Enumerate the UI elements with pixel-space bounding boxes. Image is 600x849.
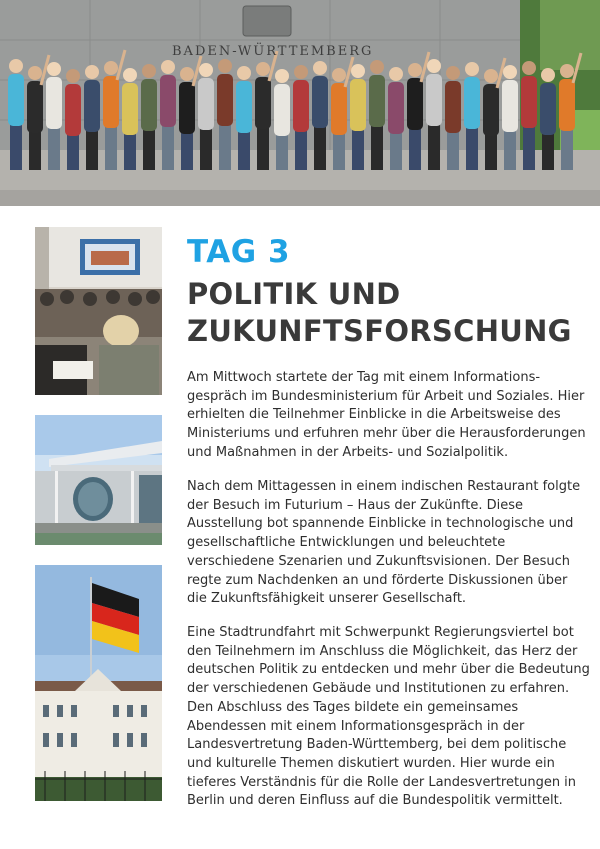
text-line: der verschiedenen Gebäude und Institutionen zu erfahren. — [187, 681, 570, 697]
text-line: erhielten die Teilnehmer Einblicke in die Arbeitsweise des — [187, 407, 561, 423]
text-line: tieferes Verständnis für die Rolle der Landesvertretungen in — [187, 774, 577, 790]
text-line: Den Abschluss des Tages bildete ein gemeinsames — [187, 699, 519, 715]
text-line: gespräch im Bundesministerium für Arbeit und Soziales. Hier — [187, 388, 585, 404]
text-line: Ministeriums und erfuhren mehr über die Herausforderungen — [187, 426, 586, 442]
text-line: und Maßnahmen in der Arbeits- und Sozialpolitik. — [187, 444, 509, 460]
text-line: Am Mittwoch startete der Tag mit einem Informations- — [187, 370, 541, 385]
paragraph-city-tour — [187, 624, 590, 811]
wall-inscription: BADEN-WÜRTTEMBERG — [172, 44, 374, 59]
text-line: die Zukunftsfähigkeit unserer Gesellschaft. — [187, 591, 467, 607]
text-line: der Besuch im Futurium – Haus der Zukünfte. Diese — [187, 497, 524, 513]
page-title — [187, 276, 587, 350]
day-label: TAG 3 — [187, 234, 291, 270]
paragraph-futurium — [187, 478, 581, 609]
group-photo — [0, 0, 600, 206]
page-title-line: POLITIK UND — [187, 277, 401, 311]
text-line: gesellschaftliche Entwicklungen und beleuchtete — [187, 535, 506, 551]
page-title-line: ZUKUNFTSFORSCHUNG — [187, 314, 572, 348]
text-line: und kulturelle Themen diskutiert wurden. Hier wurde ein — [187, 755, 555, 771]
text-line: den Teilnehmern im Anschluss die Möglichkeit, das Herz der — [187, 643, 578, 659]
text-line: Eine Stadtrundfahrt mit Schwerpunkt Regierungsviertel bot — [187, 625, 574, 640]
bellevue-flag-photo — [35, 565, 162, 801]
text-line: Ausstellung bot spannende Einblicke in technologische und — [187, 516, 574, 532]
text-line: Berlin und deren Einfluss auf die Bundespolitik vermittelt. — [187, 793, 563, 809]
text-line: regte zum Nachdenken an und förderte Diskussionen über — [187, 572, 568, 588]
paragraph-ministry — [187, 369, 586, 463]
text-line: Nach dem Mittagessen in einem indischen Restaurant folgte — [187, 479, 581, 494]
text-line: deutschen Politik zu entdecken und mehr über die Bedeutung — [187, 662, 590, 678]
text-line: verschiedene Szenarien und Zukunftsvisionen. Der Besuch — [187, 553, 571, 569]
text-line: Abendessen mit einem Informationsgespräch in der — [187, 718, 525, 734]
ministry-meeting-photo — [35, 227, 162, 395]
text-line: Landesvertretung Baden-Württemberg, bei dem politische — [187, 737, 567, 753]
futurium-building-photo — [35, 415, 162, 545]
